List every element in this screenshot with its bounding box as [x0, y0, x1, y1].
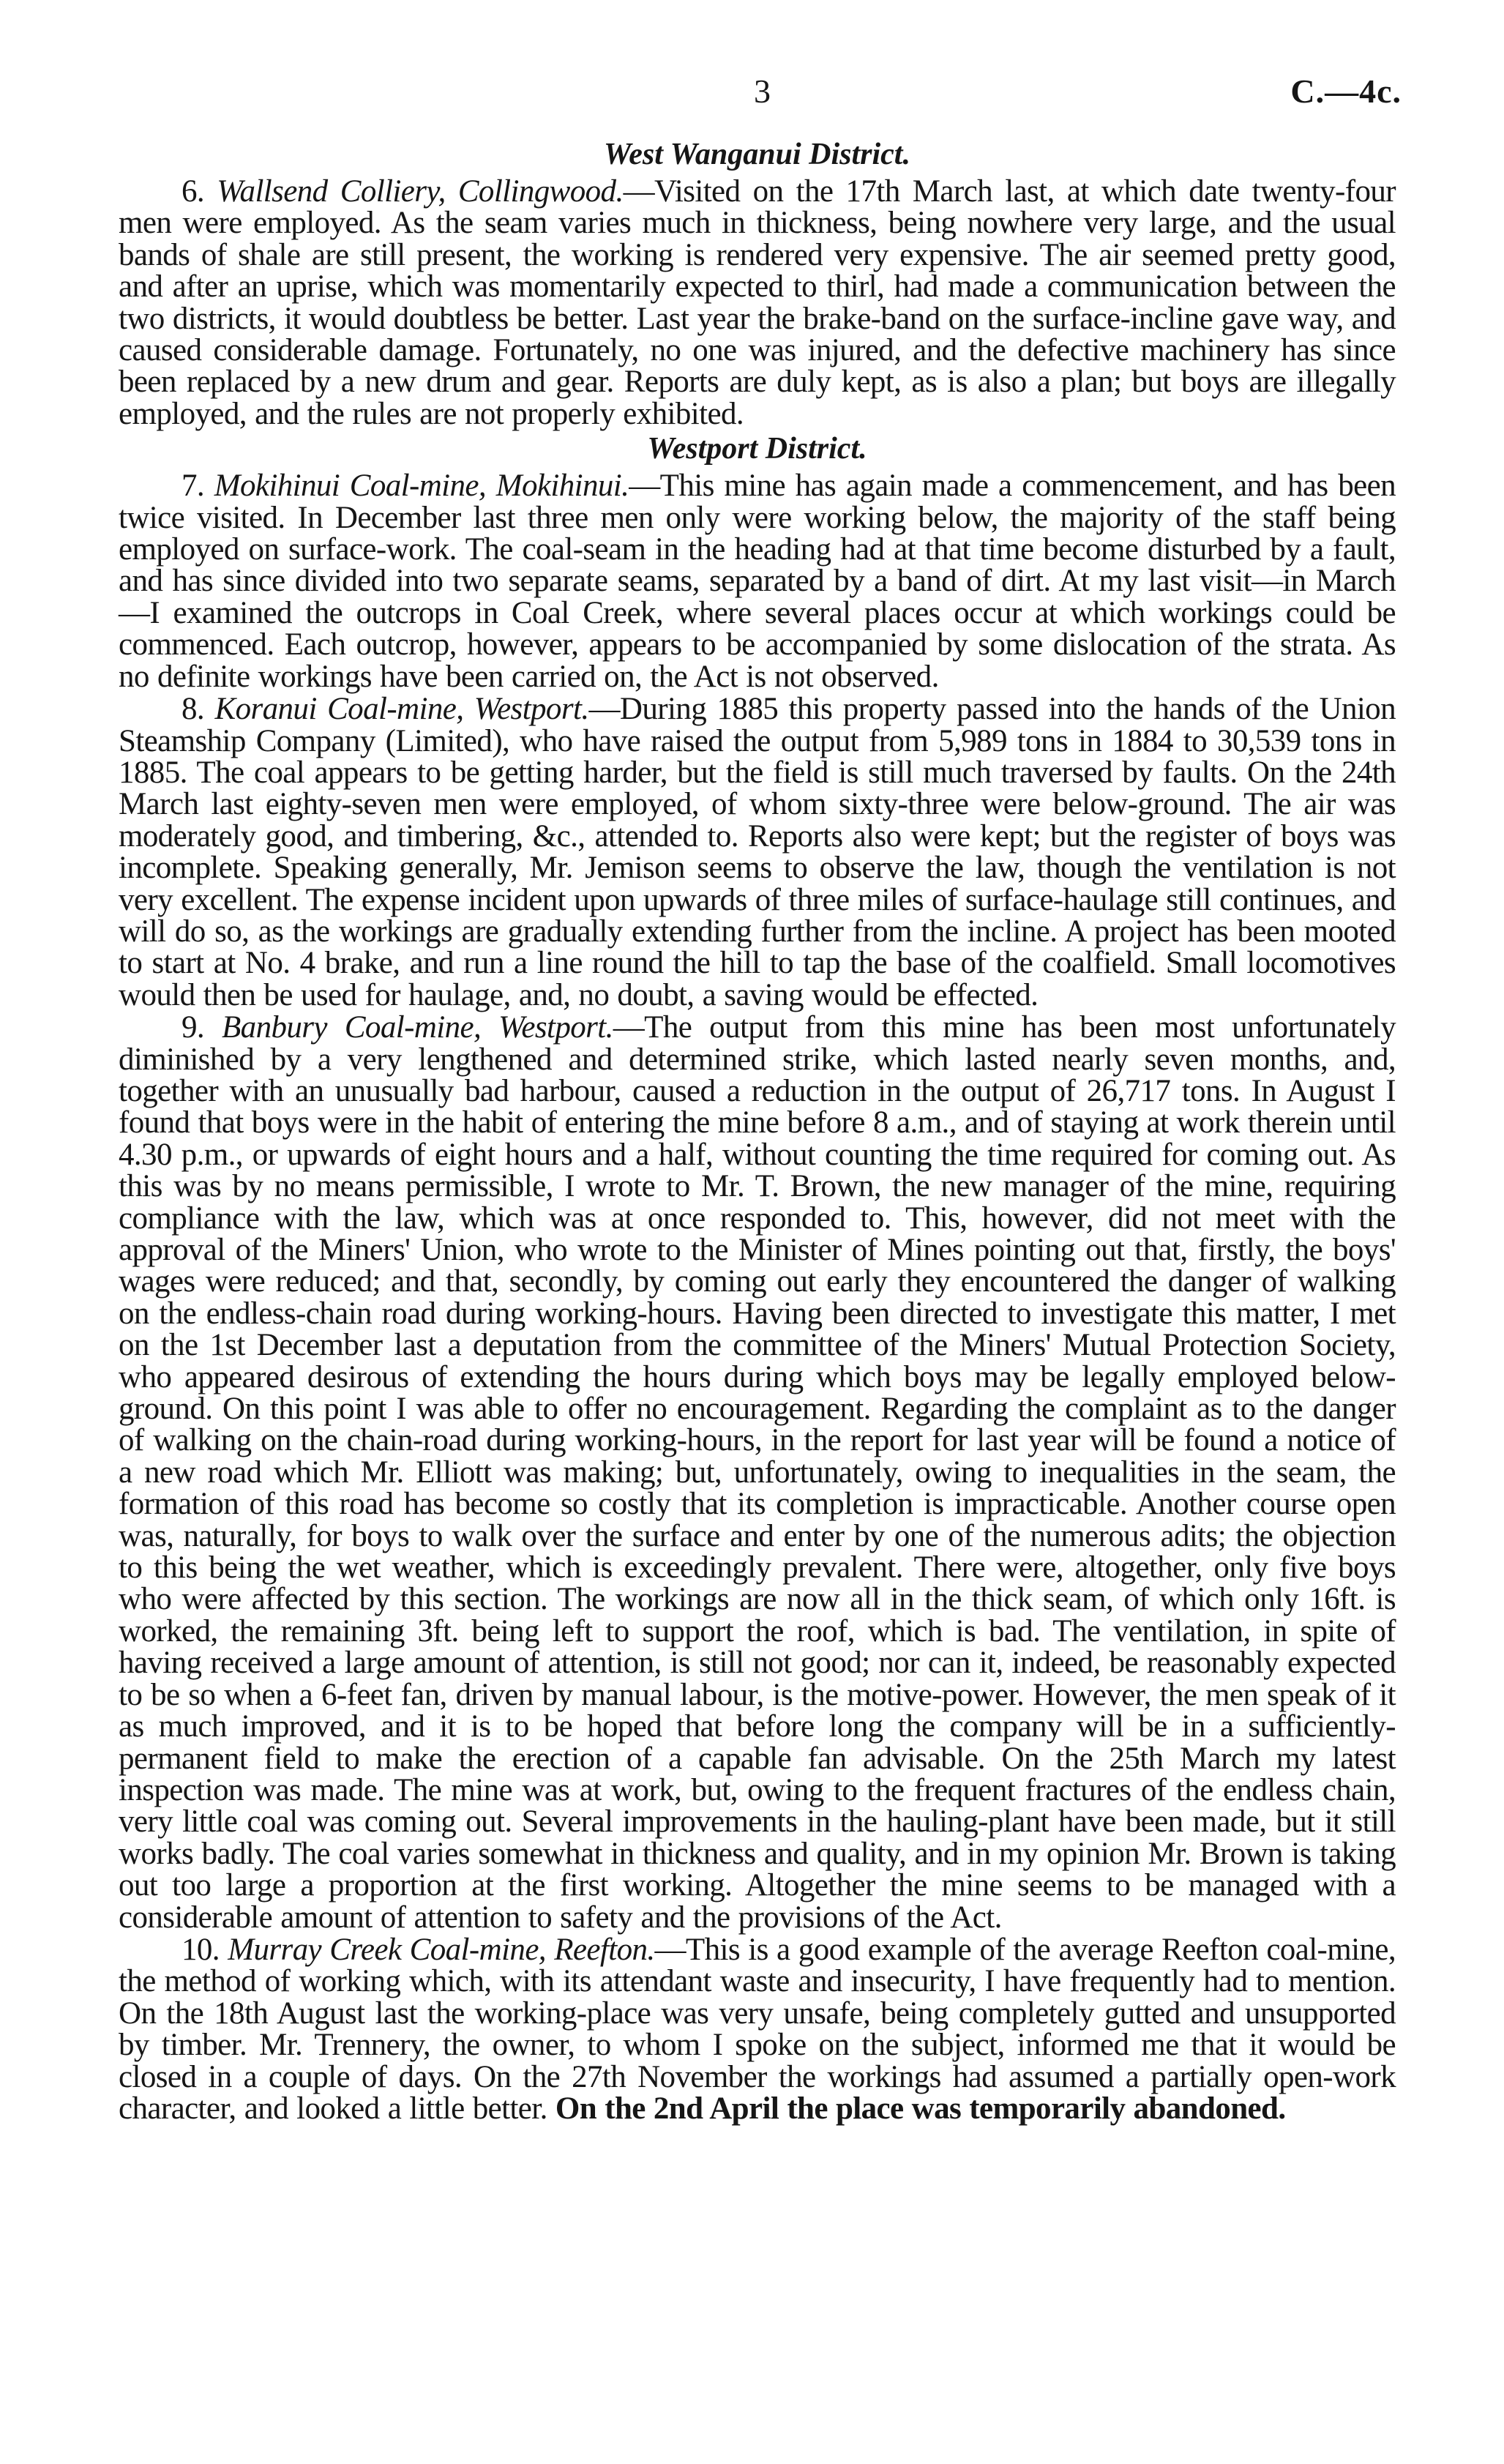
paragraph-number: 10.: [182, 1932, 220, 1967]
paragraph-10: [119, 1934, 1396, 2124]
paragraph-number: 6.: [182, 174, 205, 209]
paragraph-8: [119, 693, 1396, 1011]
paragraph-title: Murray Creek Coal-mine, Reefton.: [228, 1932, 655, 1967]
paragraph-7: [119, 470, 1396, 692]
paragraph-body: —During 1885 this property passed into the hands of the Union Steamship Company (Limited), who have raised the output from 5,989 tons in 1884 to 30,539 tons in 1885. The coal appears to be getting harder, but the field is still much traversed by faults. On the 24th March last eighty-seven men were employed, of whom sixty-three were below-ground. The air was moderately good, and timbering, &c., attended to. Reports also were kept; but the register of boys was incomplete. Speaking generally, Mr. Jemison seems to observe the law, though the ventilation is not very excellent. The expense incident upon upwards of three miles of surface-haulage still continues, and will do so, as the workings are gradually extending further from the incline. A project has been mooted to start at No. 4 brake, and run a line round the hill to tap the base of the coalfield. Small locomotives would then be used for haulage, and, no doubt, a saving would be effected.: [119, 692, 1396, 1012]
paragraph-title: Koranui Coal-mine, Westport.: [214, 692, 589, 727]
paragraph-body: —This is a good example of the average Reefton coal-mine, the method of working which, with its attendant waste and insecurity, I have frequently had to mention. On the 18th August last the working-place was very unsafe, being completely gutted and unsupported by timber. Mr. Trennery, the owner, to whom I spoke on the subject, informed me that it would be closed in a couple of days. On the 27th November the workings had assumed a partially open-work character, and looked a little better.: [119, 1932, 1396, 2126]
paragraph-body: —Visited on the 17th March last, at which date twenty-four men were employed. As the seam varies much in thickness, being nowhere very large, and the usual bands of shale are still present, the working is rendered very expensive. The air seemed pretty good, and after an uprise, which was momentarily expected to thirl, had made a communication between the two districts, it would doubtless be better. Last year the brake-band on the surface-incline gave way, and caused considerable damage. Fortunately, no one was injured, and the defective machinery has since been replaced by a new drum and gear. Reports are duly kept, as is also a plan; but boys are illegally employed, and the rules are not properly exhibited.: [119, 174, 1396, 431]
paragraph-6: [119, 176, 1396, 430]
paragraph-number: 9.: [182, 1010, 205, 1045]
paragraph-title: Wallsend Colliery, Collingwood.: [217, 174, 624, 209]
paragraph-title: Banbury Coal-mine, Westport.: [222, 1010, 613, 1045]
series-code: C.—4c.: [1290, 72, 1402, 110]
paragraph-body: —The output from this mine has been most unfortunately diminished by a very lengthened and determined strike, which lasted nearly seven months, and, together with an unusually bad harbour, caused a reduction in the output of 26,717 tons. In August I found that boys were in the habit of entering the mine before 8 a.m., and of staying at work therein until 4.30 p.m., or upwards of eight hours and a half, without counting the time required for coming out. As this was by no means permissible, I wrote to Mr. T. Brown, the new manager of the mine, requiring compliance with the law, which was at once responded to. This, however, did not meet with the approval of the Miners' Union, who wrote to the Minister of Mines pointing out that, firstly, the boys' wages were reduced; and that, secondly, by coming out early they encountered the danger of walking on the endless-chain road during working-hours. Having been directed to investigate this matter, I met on the 1st December last a deputation from the committee of the Miners' Mutual Protection Society, who appeared desirous of extending the hours during which boys may be legally employed below-ground. On this point I was able to offer no encouragement. Regarding the complaint as to the danger of walking on the chain-road during working-hours, in the report for last year will be found a notice of a new road which Mr. Elliott was making; but, unfortunately, owing to inequalities in the seam, the formation of this road has become so costly that its completion is impracticable. Another course open was, naturally, for boys to walk over the surface and enter by one of the numerous adits; the objection to this being the wet weather, which is exceedingly prevalent. There were, altogether, only five boys who were affected by this section. The workings are now all in the thick seam, of which only 16ft. is worked, the remaining 3ft. being left to support the roof, which is bad. The ventilation, in spite of having received a large amount of attention, is still not good; nor can it, indeed, be reasonably expected to be so when a 6-feet fan, driven by manual labour, is the motive-power. However, the men speak of it as much improved, and it is to be hoped that before long the company will be in a sufficiently-permanent field to make the erection of a capable fan advisable. On the 25th March my latest inspection was made. The mine was at work, but, owing to the frequent fractures of the endless chain, very little coal was coming out. Several improvements in the hauling-plant have been made, but it still works badly. The coal varies somewhat in thickness and quality, and in my opinion Mr. Brown is taking out too large a proportion at the first working. Altogether the mine seems to be managed with a considerable amount of attention to safety and the provisions of the Act.: [119, 1010, 1396, 1935]
paragraph-body-end: On the 2nd April the place was temporarily abandoned.: [547, 2091, 1286, 2126]
paragraph-9: [119, 1012, 1396, 1933]
paragraph-title: Mokihinui Coal-mine, Mokihinui.: [214, 468, 629, 504]
document-body: [119, 136, 1396, 2125]
paragraph-number: 8.: [182, 692, 205, 727]
section-heading-westport: Westport District.: [647, 432, 867, 466]
paragraph-body: —This mine has again made a commencement, and has been twice visited. In December last three men only were working below, the majority of the staff being employed on surface-work. The coal-seam in the heading had at that time become disturbed by a fault, and has since divided into two separate seams, separated by a band of dirt. At my last visit—in March—I examined the outcrops in Coal Creek, where several places occur at which workings could be commenced. Each outcrop, however, appears to be accompanied by some dislocation of the strata. As no definite workings have been carried on, the Act is not observed.: [119, 468, 1396, 694]
paragraph-number: 7.: [182, 468, 205, 504]
section-heading-west-wanganui: West Wanganui District.: [604, 138, 910, 171]
page-number: 3: [754, 72, 771, 110]
